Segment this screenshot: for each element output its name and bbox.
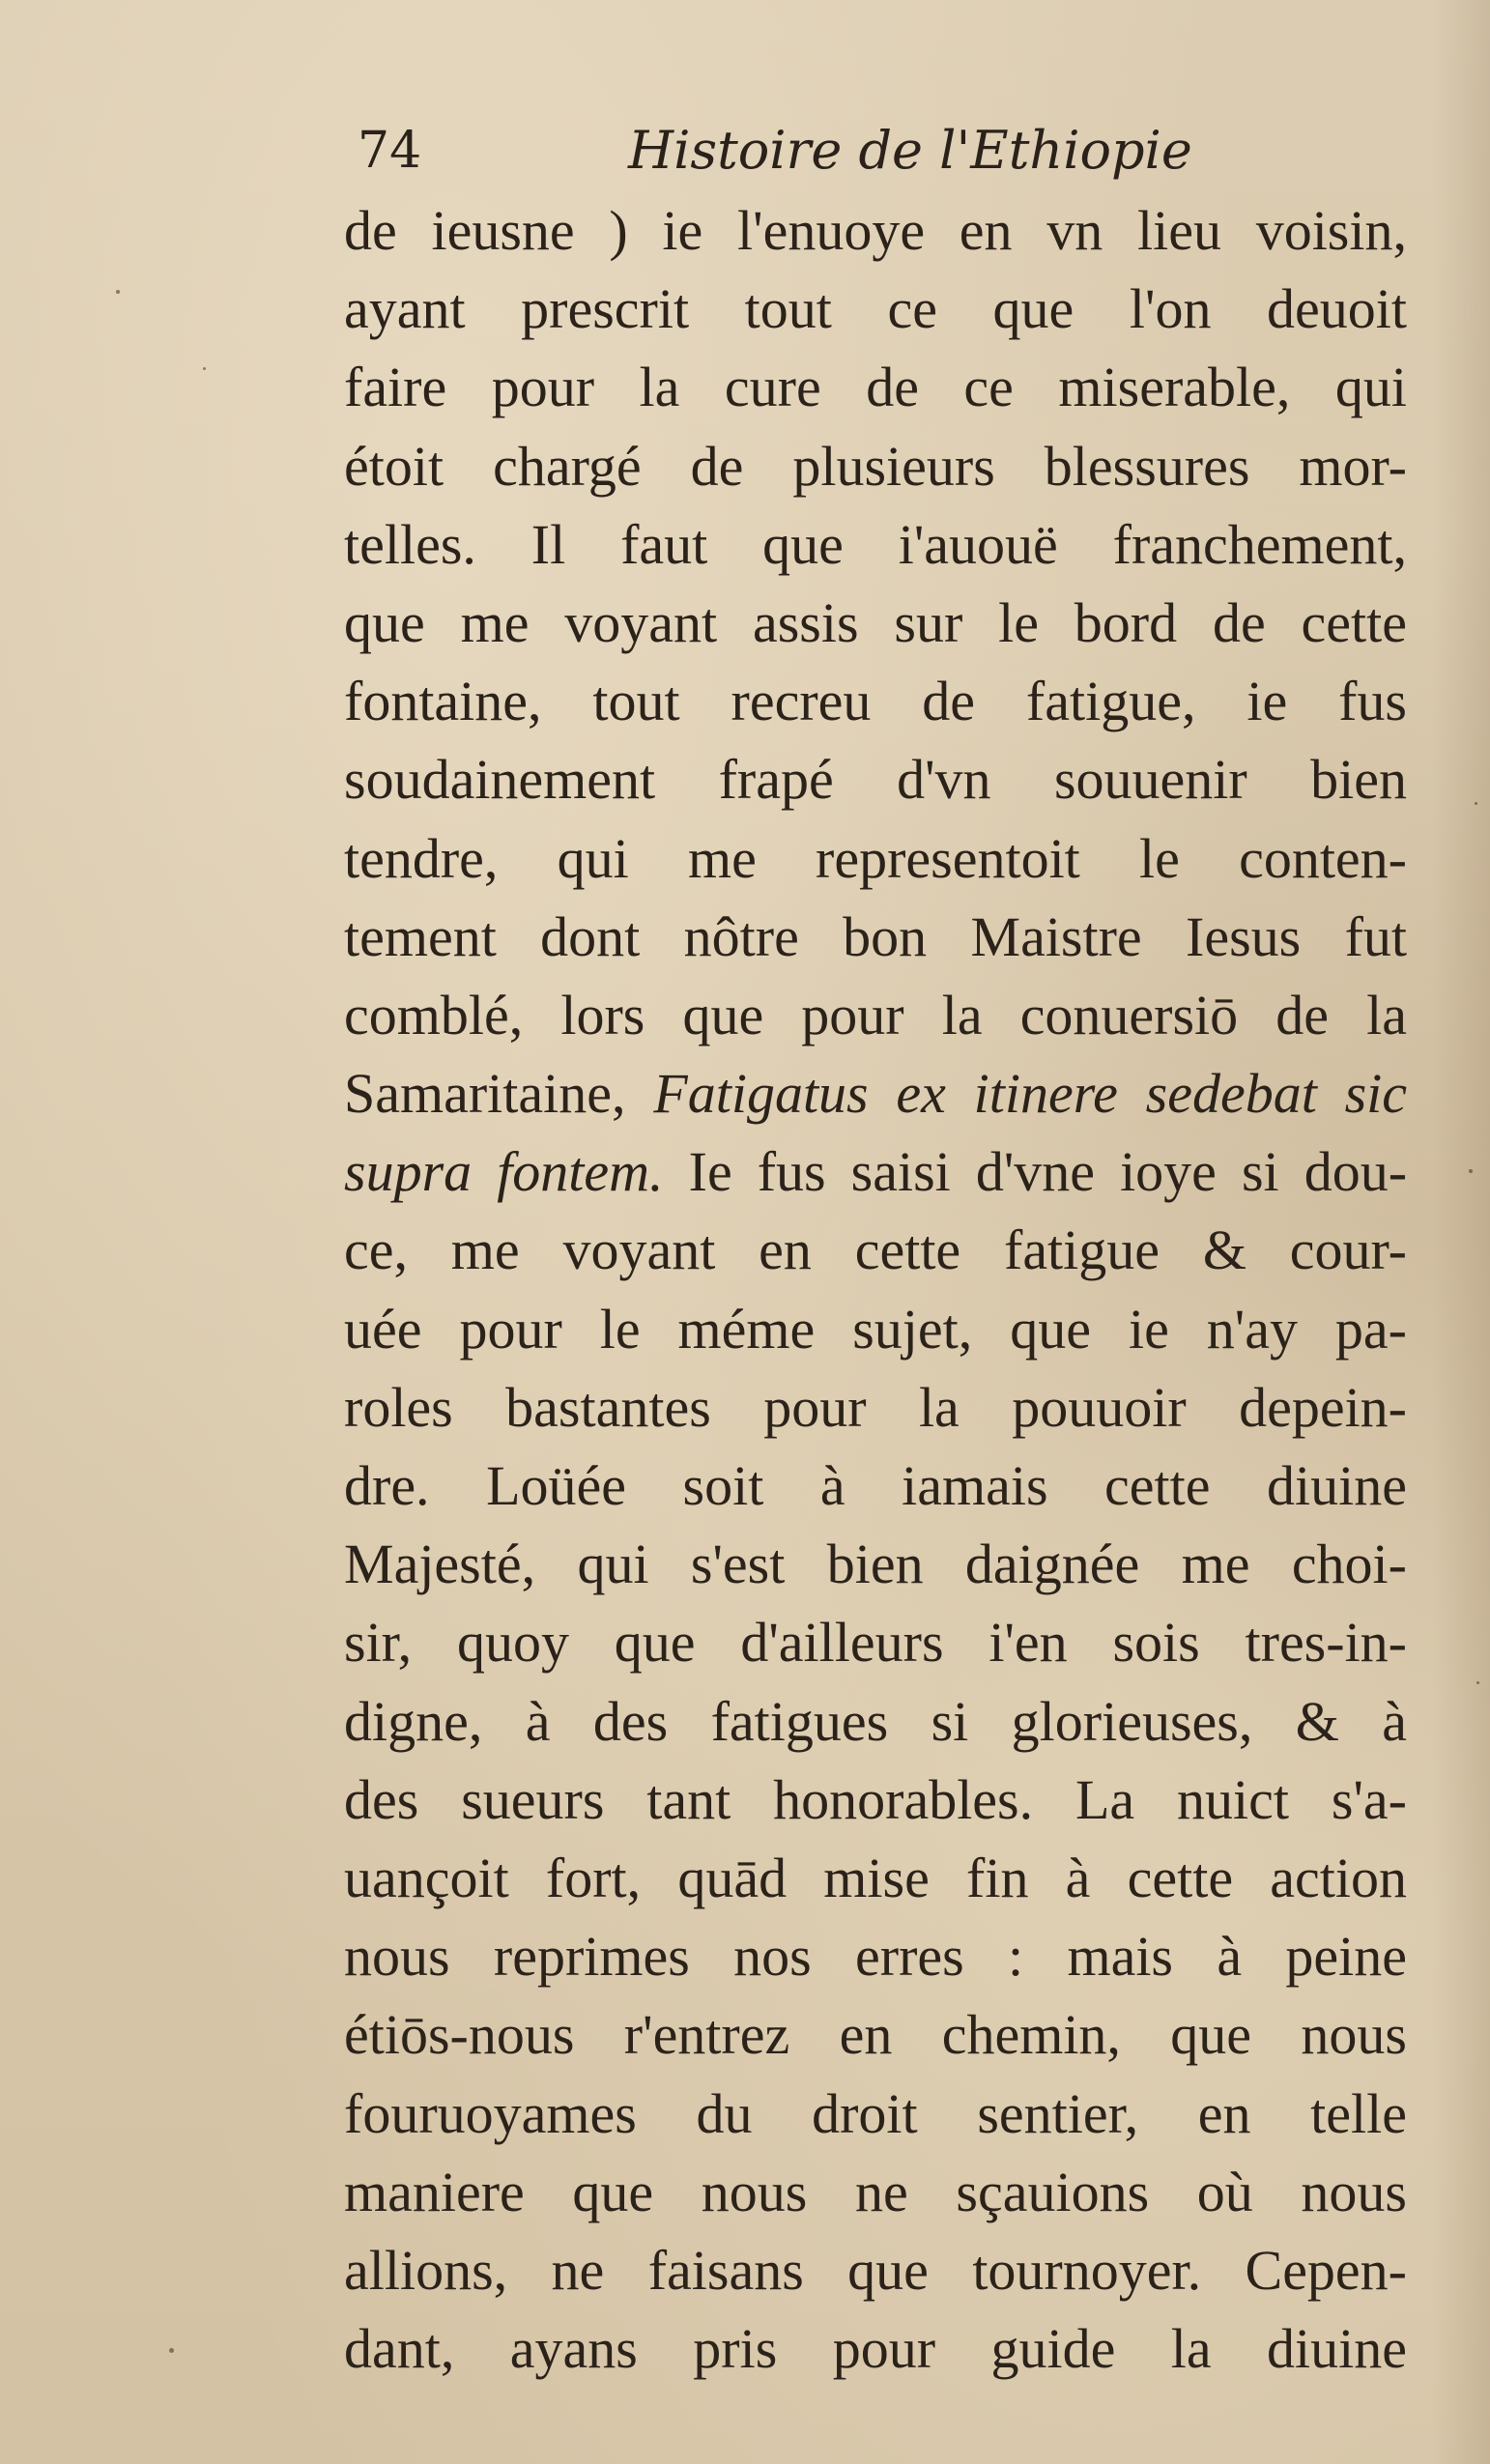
text-line: uançoit fort, quād mise fin à cette action [344, 1846, 1407, 1909]
text-line: allions, ne faisans que tournoyer. Cepen- [344, 2238, 1407, 2302]
text-line: soudainement frapé d'vn souuenir bien [344, 748, 1407, 812]
text-line: étiōs-nous r'entrez en chemin, que nous [344, 2003, 1407, 2067]
text-line: que me voyant assis sur le bord de cette [344, 590, 1407, 654]
paper-speck [203, 367, 206, 370]
text-line: digne, à des fatigues si glorieuses, & à [344, 1689, 1407, 1753]
paper-speck [1476, 1681, 1479, 1684]
text-line: tendre, qui me representoit le conten- [344, 826, 1407, 890]
text-segment: Samaritaine, [344, 1062, 626, 1126]
text-line: comblé, lors que pour la conuersiō de la [344, 983, 1407, 1046]
running-title: Histoire de l'Ethiopie [628, 120, 1192, 181]
body-text [344, 191, 1407, 2388]
page-number: 74 [358, 122, 422, 180]
text-line: de ieusne ) ie l'enuoye en vn lieu voisin, [344, 199, 1407, 262]
text-line: Majesté, qui s'est bien daignée me choi- [344, 1533, 1407, 1596]
text-line-with-quote [344, 1054, 1407, 1132]
text-line-with-quote [344, 1132, 1407, 1211]
text-segment: Ie fus saisi d'vne ioye si dou- [688, 1140, 1408, 1204]
text-line: étoit chargé de plusieurs blessures mor- [344, 434, 1407, 498]
text-line: uée pour le méme sujet, que ie n'ay pa- [344, 1297, 1407, 1361]
text-line: dre. Loüée soit à iamais cette diuine [344, 1454, 1407, 1517]
paper-speck [1475, 802, 1477, 805]
text-line: roles bastantes pour la pouuoir depein- [344, 1375, 1407, 1439]
latin-quote: Fatigatus ex itinere sedebat sic [653, 1062, 1407, 1126]
paper-speck [1469, 1169, 1473, 1173]
latin-quote: supra fontem. [344, 1140, 664, 1204]
paper-speck [169, 2348, 174, 2353]
text-line: telles. Il faut que i'auouë franchement, [344, 512, 1407, 576]
page-edge-shadow [1432, 0, 1490, 2464]
text-line: dant, ayans pris pour guide la diuine [344, 2317, 1407, 2381]
running-header [358, 116, 1420, 203]
text-line: ce, me voyant en cette fatigue & cour- [344, 1218, 1407, 1282]
text-line: tement dont nôtre bon Maistre Iesus fut [344, 904, 1407, 968]
text-line: sir, quoy que d'ailleurs i'en sois tres-in- [344, 1611, 1407, 1675]
text-line: des sueurs tant honorables. La nuict s'a- [344, 1767, 1407, 1831]
text-line: nous reprimes nos erres : mais à peine [344, 1925, 1407, 1989]
paper-speck [116, 290, 120, 294]
text-line: maniere que nous ne sçauions où nous [344, 2160, 1407, 2223]
text-line: fouruoyames du droit sentier, en telle [344, 2081, 1407, 2145]
text-line: fontaine, tout recreu de fatigue, ie fus [344, 670, 1407, 733]
text-line: faire pour la cure de ce miserable, qui [344, 356, 1407, 419]
text-line: ayant prescrit tout ce que l'on deuoit [344, 277, 1407, 341]
